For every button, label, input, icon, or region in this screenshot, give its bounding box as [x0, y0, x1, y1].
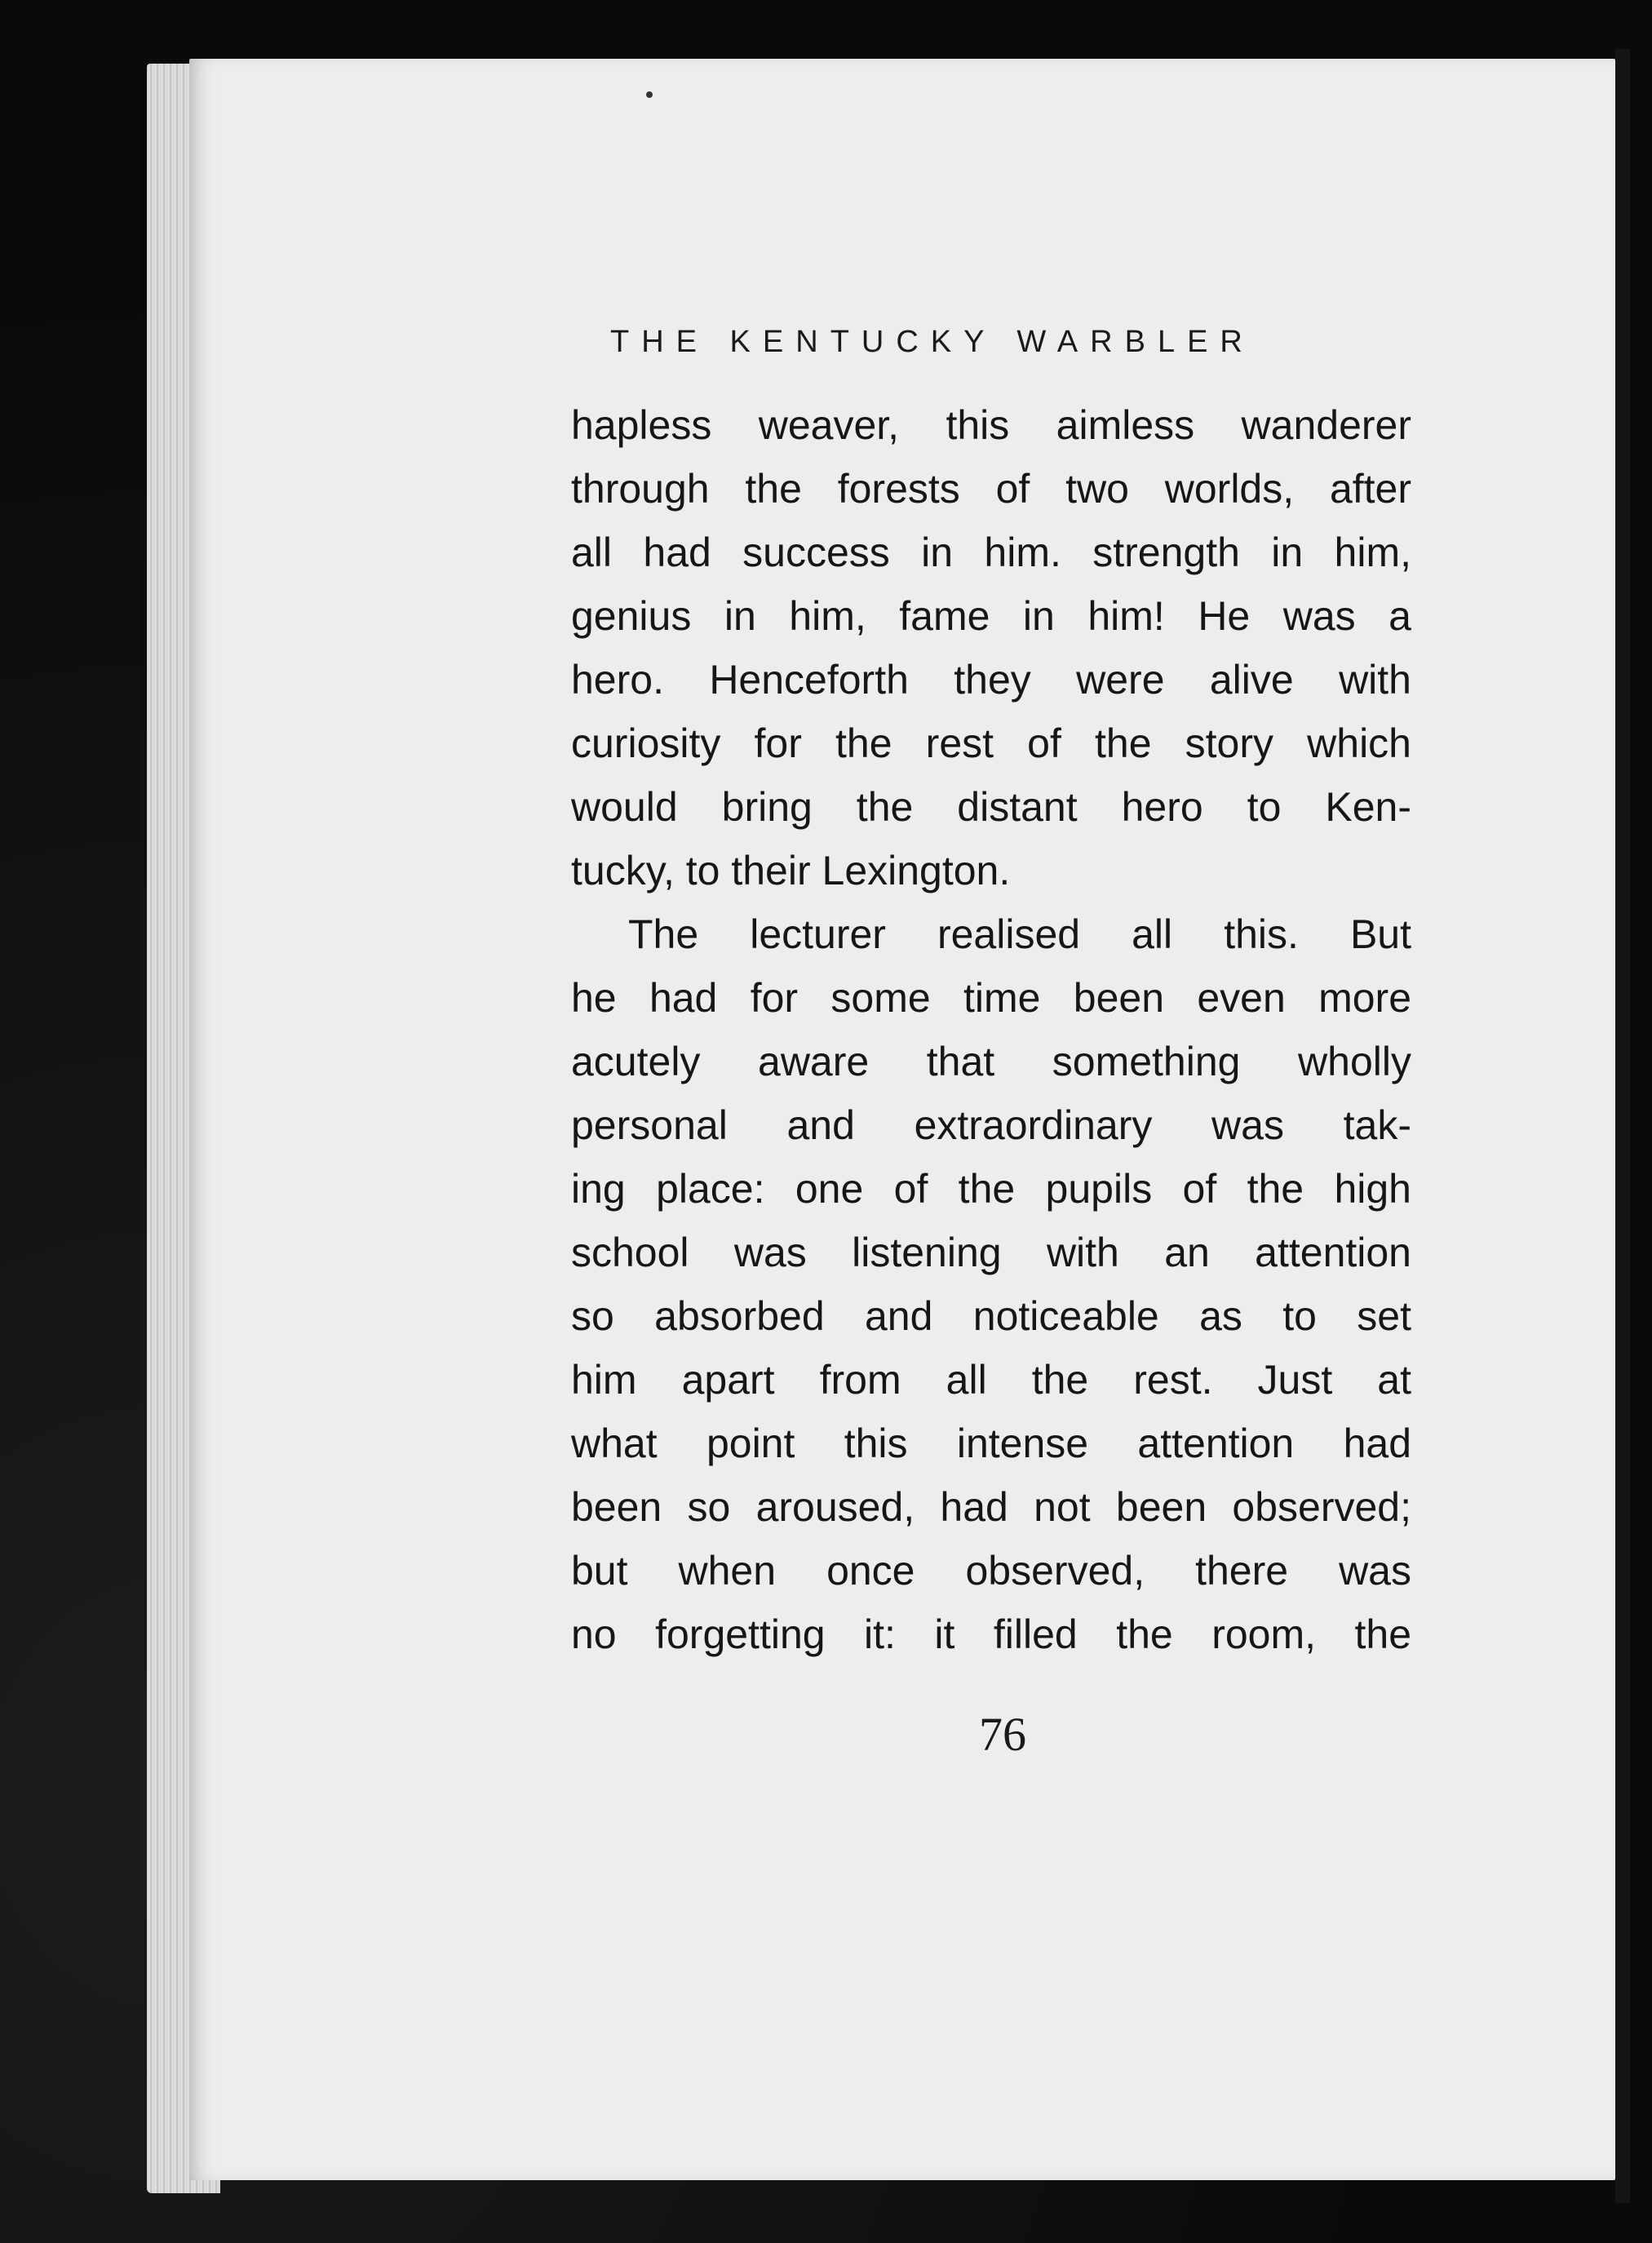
text-line: ing place: one of the pupils of the high [571, 1166, 1411, 1212]
text-line: personal and extraordinary was tak- [571, 1102, 1411, 1148]
text-line: all had success in him. strength in him, [571, 530, 1411, 575]
text-line: but when once observed, there was [571, 1548, 1411, 1594]
text-line: curiosity for the rest of the story which [571, 720, 1411, 766]
text-line: genius in him, fame in him! He was a [571, 593, 1411, 639]
text-line: him apart from all the rest. Just at [571, 1357, 1411, 1403]
text-line: acutely aware that something wholly [571, 1039, 1411, 1084]
text-line: would bring the distant hero to Ken- [571, 784, 1411, 830]
text-line: hapless weaver, this aimless wanderer [571, 402, 1411, 448]
text-line: what point this intense attention had [571, 1421, 1411, 1466]
text-line: through the forests of two worlds, after [571, 466, 1411, 512]
text-line: school was listening with an attention [571, 1230, 1411, 1275]
text-line: tucky, to their Lexington. [571, 848, 1011, 893]
page-number: 76 [979, 1708, 1026, 1761]
scan-speck [646, 91, 653, 98]
text-line: hero. Henceforth they were alive with [571, 657, 1411, 703]
gutter-shadow [1615, 49, 1630, 2203]
text-line: The lecturer realised all this. But [628, 911, 1411, 957]
text-line: so absorbed and noticeable as to set [571, 1293, 1411, 1339]
text-line: he had for some time been even more [571, 975, 1411, 1021]
text-line: no forgetting it: it filled the room, the [571, 1611, 1411, 1657]
text-line: been so aroused, had not been observed; [571, 1484, 1411, 1530]
running-head: THE KENTUCKY WARBLER [610, 325, 1255, 359]
